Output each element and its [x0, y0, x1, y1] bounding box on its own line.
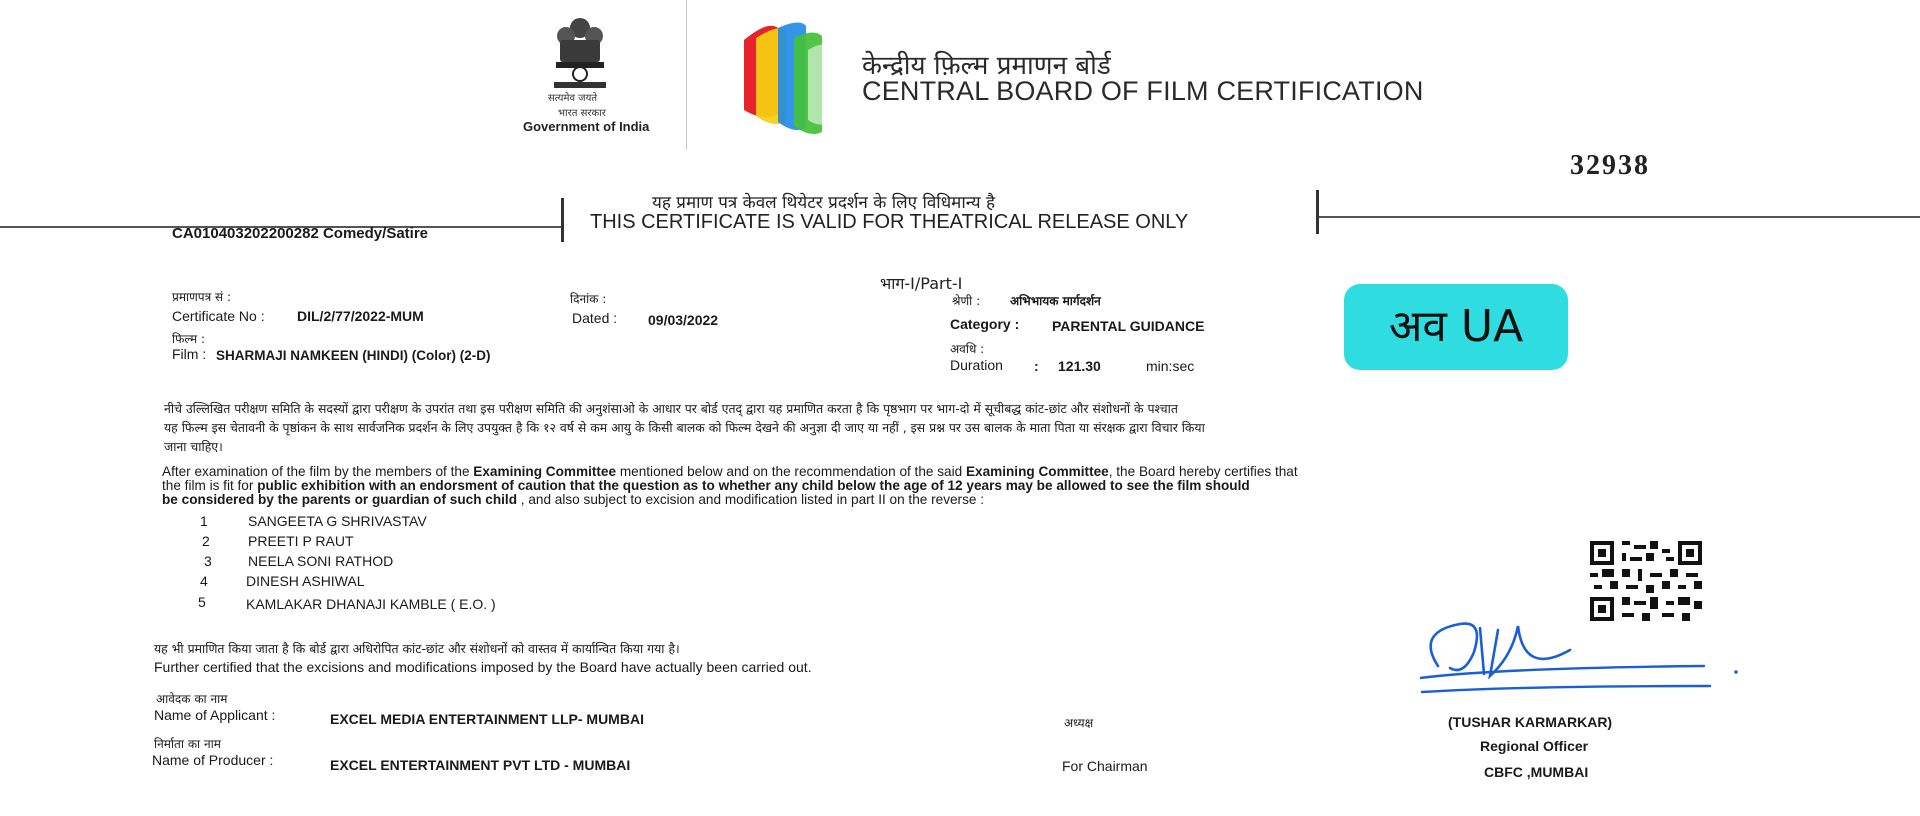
date-label: Dated : — [572, 310, 618, 326]
government-of-india-label: Government of India — [523, 119, 650, 134]
applicant-label-hindi: आवेदक का नाम — [156, 692, 228, 706]
film-label-hindi: फिल्म : — [172, 332, 206, 346]
bracket-left — [561, 198, 564, 242]
member-number: 2 — [202, 533, 210, 549]
officer-name: (TUSHAR KARMARKAR) — [1448, 714, 1613, 730]
applicant-label: Name of Applicant : — [154, 707, 276, 723]
en2-a: the film is fit for — [162, 478, 258, 493]
film-title: SHARMAJI NAMKEEN (HINDI) (Color) (2-D) — [216, 348, 491, 363]
serial-number: 32938 — [1570, 150, 1650, 181]
body-hindi-line-1: नीचे उल्लिखित परीक्षण समिति के सदस्यों द्वारा परीक्षण के उपरांत तथा इस परीक्षण समिति की अनुशंसाओ के आधार पर बोर्ड एतद् द्वारा यह प्रमाणित करता है कि पृष्ठभाग पर भाग-दो में सूचीबद्ध कांट-छांट और संशोधनों के पश्चात — [164, 401, 1178, 416]
board-name-hindi: केन्द्रीय फ़िल्म प्रमाणन बोर्ड — [862, 51, 1111, 81]
duration-label-hindi: अवधि : — [950, 342, 985, 356]
signature-icon — [1420, 616, 1740, 706]
duration-value: 121.30 — [1058, 358, 1101, 374]
duration-colon: : — [1034, 358, 1039, 374]
certificate-label-hindi: प्रमाणपत्र सं : — [172, 290, 232, 304]
board-name-english: CENTRAL BOARD OF FILM CERTIFICATION — [862, 76, 1424, 106]
rating-badge: अव UA — [1344, 284, 1568, 370]
member-number: 1 — [200, 513, 208, 529]
bracket-right — [1316, 190, 1319, 234]
officer-title: Regional Officer — [1480, 738, 1589, 754]
date-label-hindi: दिनांक : — [570, 292, 607, 306]
category-value: PARENTAL GUIDANCE — [1052, 318, 1205, 334]
member-name: KAMLAKAR DHANAJI KAMBLE ( E.O. ) — [246, 596, 496, 612]
duration-label: Duration — [950, 357, 1003, 373]
member-number: 5 — [198, 594, 206, 610]
further-certified-hindi: यह भी प्रमाणित किया जाता है कि बोर्ड द्वारा अधिरोपित कांट-छांट और संशोधनों को वास्तव में कार्यान्वित किया गया है। — [154, 641, 680, 656]
en1-d: Examining Committee — [965, 464, 1109, 479]
member-number: 3 — [204, 553, 212, 569]
en1-b: Examining Committee — [473, 464, 617, 479]
certificate-label: Certificate No : — [172, 308, 265, 324]
en1-a: After examination of the film by the members of the — [162, 464, 474, 479]
body-english-line-3 — [162, 491, 984, 508]
member-name: NEELA SONI RATHOD — [248, 553, 394, 569]
validity-notice-hindi: यह प्रमाण पत्र केवल थियेटर प्रदर्शन के लिए विधिमान्य है — [652, 193, 996, 213]
producer-label-hindi: निर्माता का नाम — [154, 737, 221, 751]
body-hindi-line-2: यह फिल्म इस चेतावनी के पृष्ठांकन के साथ सार्वजनिक प्रदर्शन के लिए उपयुक्त है कि १२ वर्ष से कम आयु के किसी बालक को फिल्म देखने की अनुज्ञा दी जाए या नहीं , इस प्रश्न पर उस बालक के माता पिता या संरक्षक द्वारा विचार किया — [164, 420, 1205, 435]
further-certified-english: Further certified that the excisions and modifications imposed by the Board have actually been carried out. — [154, 659, 812, 675]
header-divider — [686, 0, 687, 150]
national-emblem-icon — [540, 14, 620, 98]
emblem-bharat-sarkar: भारत सरकार — [558, 108, 606, 119]
part-label: भाग-I/Part-I — [880, 274, 963, 293]
qr-code-icon — [1590, 540, 1702, 622]
cbfc-logo-icon — [738, 10, 850, 138]
category-label: Category : — [950, 316, 1020, 332]
en2-b: public exhibition with an endorsment of caution that the question as to whether any child below the age of 12 years may be allowed to see the film should — [257, 478, 1250, 493]
en3-a: be considered by the parents or guardian of such child — [162, 492, 518, 507]
officer-office: CBFC ,MUMBAI — [1484, 764, 1589, 780]
validity-notice-english: THIS CERTIFICATE IS VALID FOR THEATRICAL RELEASE ONLY — [590, 211, 1189, 233]
member-number: 4 — [200, 573, 208, 589]
for-chairman-label: For Chairman — [1062, 758, 1148, 774]
category-label-hindi: श्रेणी : — [952, 294, 981, 308]
film-label: Film : — [172, 346, 207, 362]
emblem-motto: सत्यमेव जयते — [548, 93, 598, 104]
member-name: DINESH ASHIWAL — [246, 573, 365, 589]
category-hindi: अभिभायक मार्गदर्शन — [1010, 294, 1101, 308]
rule-right — [1318, 216, 1920, 218]
en1-c: mentioned below and on the recommendation of the said — [616, 464, 966, 479]
certificate-date: 09/03/2022 — [648, 312, 719, 328]
en3-b: , and also subject to excision and modification listed in part II on the reverse : — [517, 492, 984, 507]
certificate-code-genre: CA010403202200282 Comedy/Satire — [172, 225, 429, 242]
member-name: SANGEETA G SHRIVASTAV — [248, 513, 427, 529]
certificate-number: DIL/2/77/2022-MUM — [297, 308, 424, 324]
applicant-name: EXCEL MEDIA ENTERTAINMENT LLP- MUMBAI — [330, 711, 644, 727]
body-hindi-line-3: जाना चाहिए। — [164, 439, 223, 454]
duration-unit: min:sec — [1146, 358, 1195, 374]
producer-label: Name of Producer : — [152, 752, 274, 768]
en1-e: , the Board hereby certifies that — [1108, 464, 1298, 479]
producer-name: EXCEL ENTERTAINMENT PVT LTD - MUMBAI — [330, 757, 631, 773]
member-name: PREETI P RAUT — [248, 533, 354, 549]
chairman-label-hindi: अध्यक्ष — [1064, 716, 1094, 730]
